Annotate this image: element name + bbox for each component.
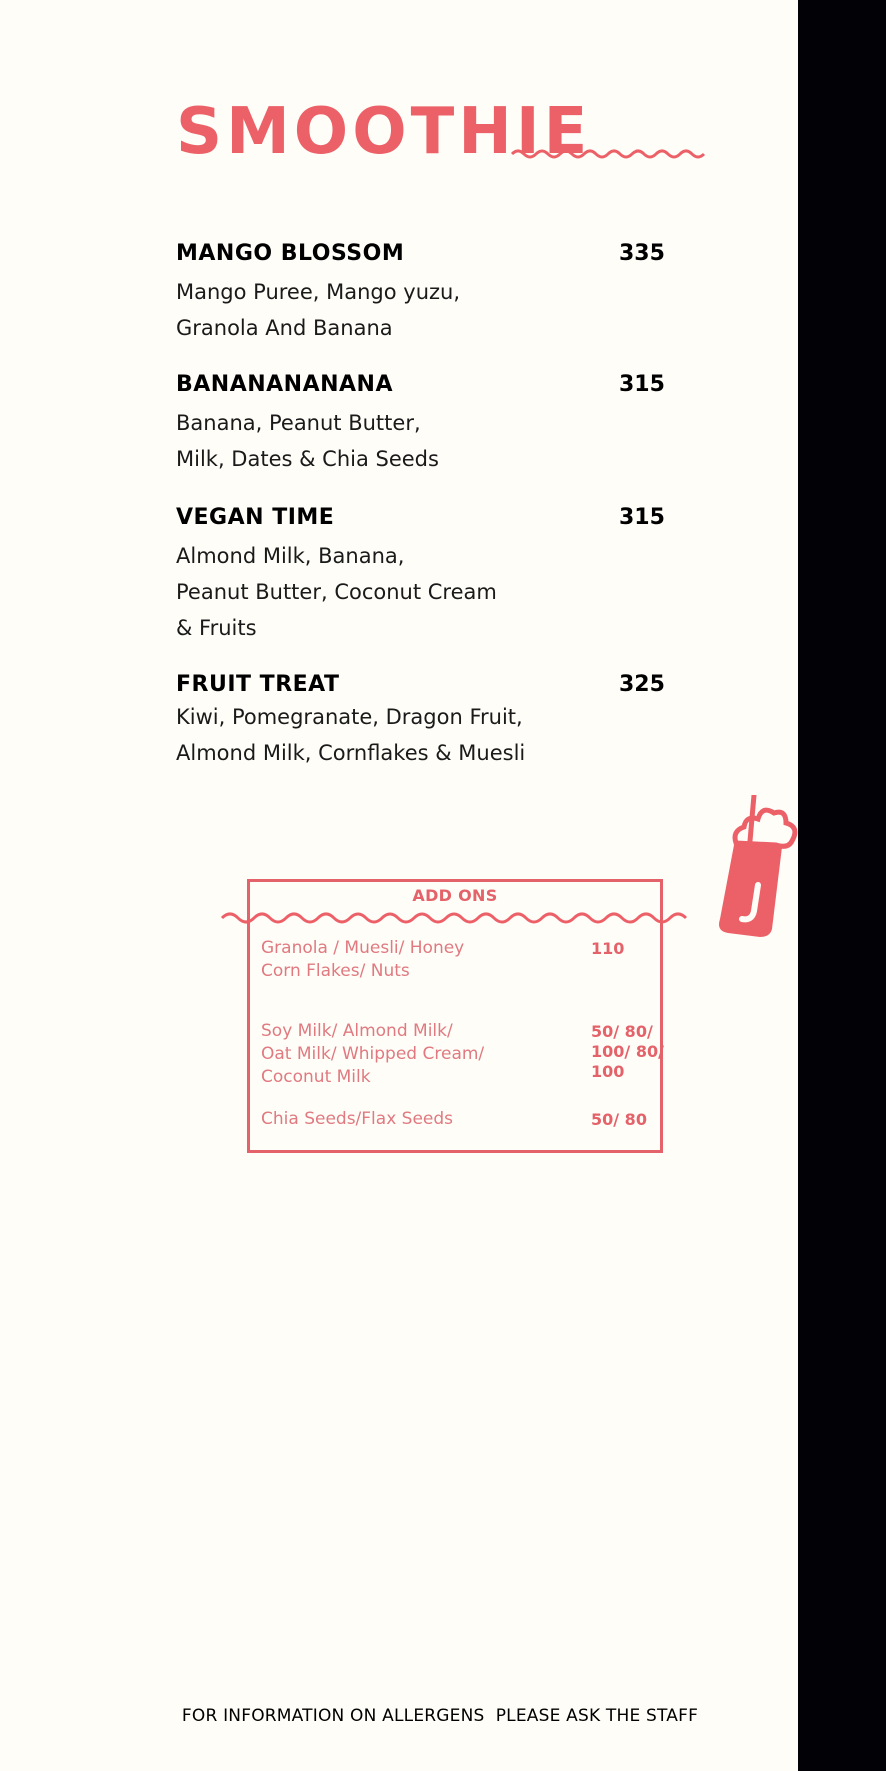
menu-item <box>176 502 676 646</box>
addon-name-line: Chia Seeds/Flax Seeds <box>261 1109 454 1129</box>
addon-name-line: Soy Milk/ Almond Milk/ <box>261 1021 453 1041</box>
addon-price <box>591 939 671 959</box>
desc-line: Kiwi, Pomegranate, Dragon Fruit, <box>176 705 523 729</box>
addon-price-line: 100 <box>591 1062 625 1081</box>
addon-name-line: Oat Milk/ Whipped Cream/ <box>261 1044 485 1064</box>
item-description <box>176 699 596 771</box>
item-description <box>176 274 596 346</box>
desc-line: Almond Milk, Banana, <box>176 544 405 568</box>
addon-price <box>591 1022 671 1082</box>
smoothie-cup-icon <box>706 795 798 941</box>
addon-item <box>261 1108 661 1131</box>
desc-line: Mango Puree, Mango yuzu, <box>176 280 461 304</box>
desc-line: Granola And Banana <box>176 316 393 340</box>
item-price: 315 <box>619 505 665 530</box>
addon-name <box>261 937 521 983</box>
allergen-footer: FOR INFORMATION ON ALLERGENS PLEASE ASK THE STAFF <box>181 1706 699 1726</box>
desc-line: Banana, Peanut Butter, <box>176 411 421 435</box>
addon-price-line: 50/ 80/ <box>591 1022 653 1041</box>
item-name: FRUIT TREAT <box>176 672 340 697</box>
menu-item <box>176 669 676 771</box>
addon-name <box>261 1108 521 1131</box>
addon-name-line: Coconut Milk <box>261 1067 371 1087</box>
page-title: SMOOTHIE <box>176 95 592 169</box>
wave-decoration-icon <box>220 908 692 928</box>
addon-item <box>261 937 661 983</box>
addon-name-line: Corn Flakes/ Nuts <box>261 961 410 981</box>
item-price: 325 <box>619 672 665 697</box>
addon-price-line: 110 <box>591 939 625 958</box>
item-name: VEGAN TIME <box>176 505 335 530</box>
item-name: BANANANANANA <box>176 372 393 397</box>
addons-title: ADD ONS <box>412 886 498 905</box>
addon-item <box>261 1020 664 1089</box>
addon-name <box>261 1020 521 1089</box>
addon-name-line: Granola / Muesli/ Honey <box>261 938 465 958</box>
item-description <box>176 405 596 477</box>
addon-price-line: 100/ 80/ <box>591 1042 664 1061</box>
desc-line: Peanut Butter, Coconut Cream <box>176 580 497 604</box>
item-price: 315 <box>619 372 665 397</box>
item-description <box>176 538 596 646</box>
addon-price-line: 50/ 80 <box>591 1110 647 1129</box>
desc-line: Almond Milk, Cornflakes & Muesli <box>176 741 526 765</box>
item-price: 335 <box>619 241 665 266</box>
addon-price <box>591 1110 671 1130</box>
black-side-strip <box>798 0 886 1771</box>
menu-item <box>176 238 676 346</box>
desc-line: Milk, Dates & Chia Seeds <box>176 447 439 471</box>
menu-item <box>176 369 676 477</box>
wave-decoration-icon <box>510 146 706 162</box>
desc-line: & Fruits <box>176 616 257 640</box>
item-name: MANGO BLOSSOM <box>176 241 405 266</box>
